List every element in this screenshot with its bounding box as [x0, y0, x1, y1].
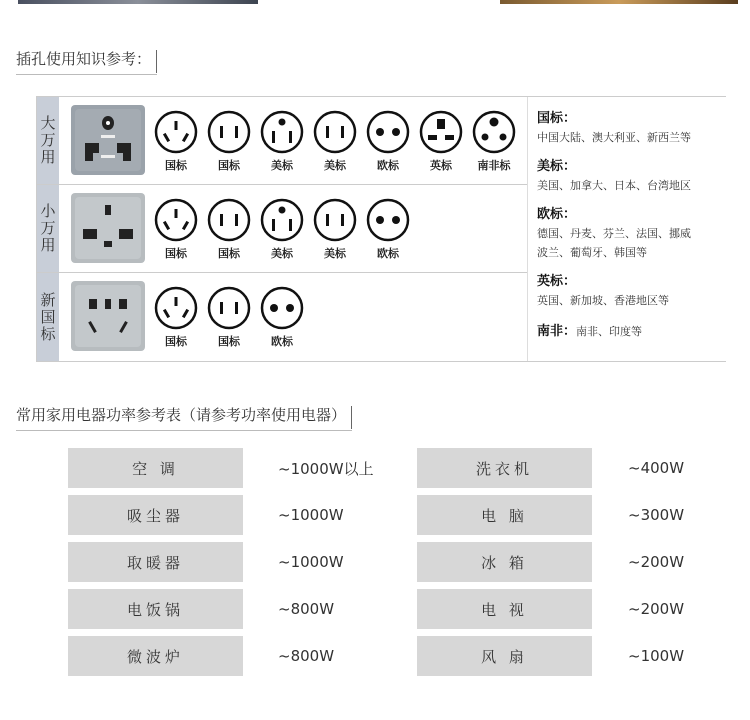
legend-yingbiao-title: 英标：: [537, 274, 577, 289]
socket-icon: 欧标: [259, 285, 305, 349]
socket-icon: 国标: [153, 197, 199, 261]
socket-section-heading: 插孔使用知识参考：: [16, 48, 157, 69]
socket-icon: 美标: [259, 109, 305, 173]
appliance-power-table: [68, 448, 718, 683]
new-national-socket-icon: [71, 281, 145, 351]
appliance-power: ~100W: [628, 647, 685, 665]
table-row: [68, 448, 718, 495]
legend-meibiao-title: 美标：: [537, 159, 577, 174]
appliance-power: ~200W: [628, 600, 685, 618]
socket-icon: 国标: [206, 285, 252, 349]
socket-row-new-national: [37, 273, 527, 361]
appliance-power: ~1000W: [278, 553, 344, 571]
legend-yingbiao-text: 英国、新加坡、香港地区等: [537, 294, 669, 307]
legend-nanfei-title: 南非：: [537, 324, 577, 339]
appliance-name: 微波炉: [68, 636, 243, 676]
socket-standards-legend: [537, 99, 725, 341]
socket-icon: 美标: [259, 197, 305, 261]
socket-icon: 国标: [206, 109, 252, 173]
legend-meibiao-text: 美国、加拿大、日本、台湾地区: [537, 179, 691, 192]
socket-row-large-universal: [37, 97, 527, 185]
top-photo-strip-left: [18, 0, 258, 4]
socket-reference-panel: [36, 96, 726, 362]
appliance-name: 电饭锅: [68, 589, 243, 629]
legend-guobiao-title: 国标：: [537, 111, 577, 126]
row-label: 小万用: [37, 185, 59, 272]
legend-oubiao-text-2: 波兰、葡萄牙、韩国等: [537, 246, 647, 259]
legend-oubiao-title: 欧标：: [537, 207, 577, 222]
legend-guobiao-text: 中国大陆、澳大利亚、新西兰等: [537, 131, 691, 144]
socket-icon: 欧标: [365, 197, 411, 261]
appliance-power: ~1000W以上: [278, 459, 374, 478]
table-row: [68, 589, 718, 636]
legend-nanfei: [537, 320, 725, 341]
socket-icon: 美标: [312, 109, 358, 173]
top-photo-strip-right: [500, 0, 738, 4]
appliance-power: ~800W: [278, 600, 335, 618]
appliance-power: ~300W: [628, 506, 685, 524]
socket-icon: 国标: [206, 197, 252, 261]
appliance-power: ~200W: [628, 553, 685, 571]
socket-icon: 国标: [153, 285, 199, 349]
row-label: 新国标: [37, 273, 59, 361]
appliance-name: 电 视: [417, 589, 592, 629]
appliance-name: 洗衣机: [417, 448, 592, 488]
socket-icon: 英标: [418, 109, 464, 173]
appliance-name: 风 扇: [417, 636, 592, 676]
table-row: [68, 495, 718, 542]
appliance-name: 空 调: [68, 448, 243, 488]
socket-icon: 南非标: [471, 109, 517, 173]
universal-socket-large-icon: [71, 105, 145, 175]
appliance-name: 吸尘器: [68, 495, 243, 535]
legend-oubiao-text-1: 德国、丹麦、芬兰、法国、挪威: [537, 227, 691, 240]
socket-icon: 欧标: [365, 109, 411, 173]
table-row: [68, 636, 718, 683]
appliance-power: ~1000W: [278, 506, 344, 524]
legend-nanfei-text: 南非、印度等: [576, 325, 643, 338]
socket-icon: 美标: [312, 197, 358, 261]
power-section-heading: 常用家用电器功率参考表（请参考功率使用电器）: [16, 404, 352, 425]
appliance-name: 冰 箱: [417, 542, 592, 582]
universal-socket-small-icon: [71, 193, 145, 263]
table-row: [68, 542, 718, 589]
socket-row-small-universal: [37, 185, 527, 273]
appliance-name: 取暖器: [68, 542, 243, 582]
appliance-power: ~400W: [628, 459, 685, 477]
row-label: 大万用: [37, 97, 59, 184]
appliance-name: 电 脑: [417, 495, 592, 535]
appliance-power: ~800W: [278, 647, 335, 665]
socket-icon: 国标: [153, 109, 199, 173]
